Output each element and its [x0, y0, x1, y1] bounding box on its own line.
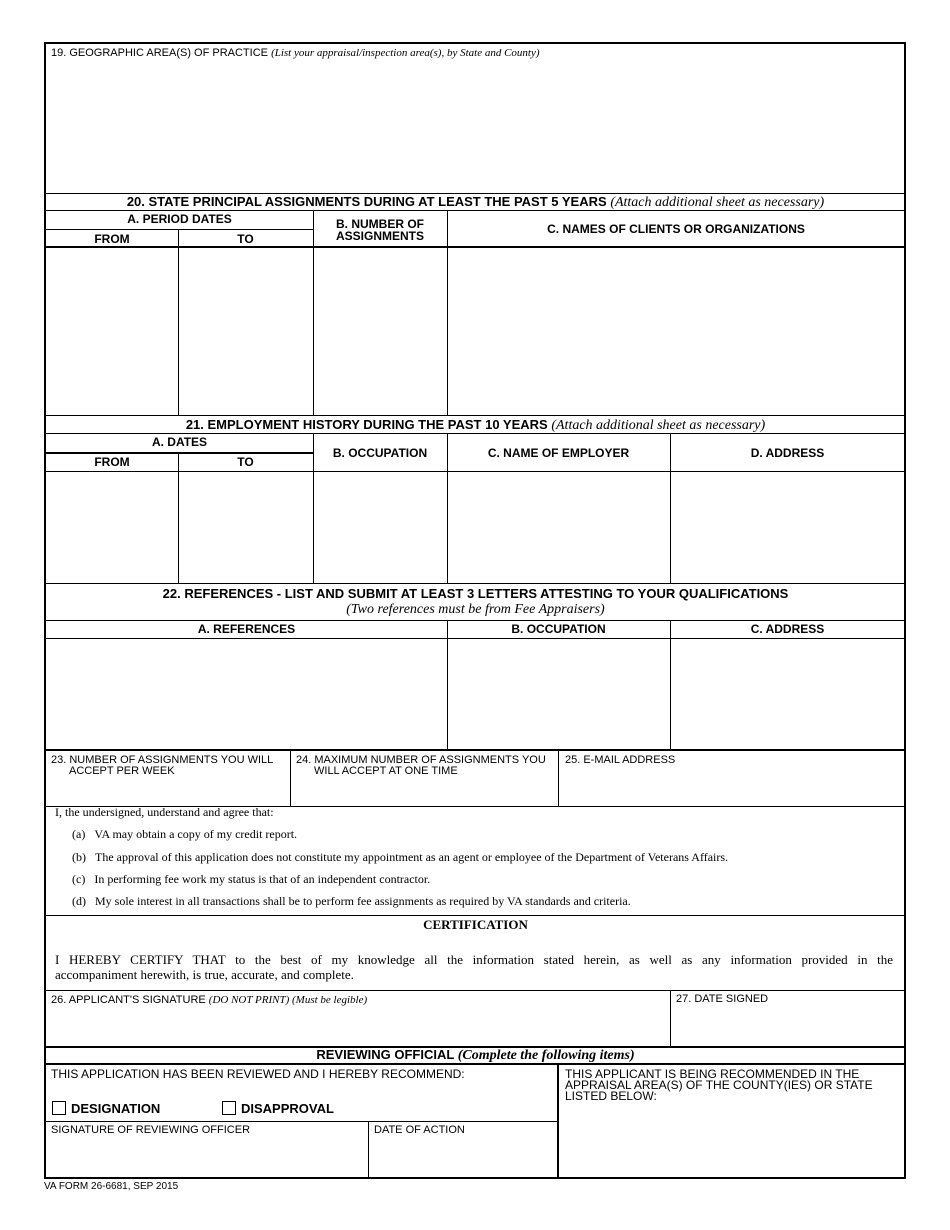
- divider-21-top: [46, 415, 905, 416]
- email-field[interactable]: [559, 770, 904, 805]
- field-22-occupation[interactable]: [448, 640, 670, 749]
- divider-20-period-sub: [46, 229, 313, 230]
- col-21-dates: A. DATES: [151, 435, 208, 449]
- col-20-number-assignments: B. NUMBER OF ASSIGNMENTS: [335, 217, 424, 243]
- geographic-area-field[interactable]: [46, 62, 904, 192]
- section-22-note: (Two references must be from Fee Appraisers): [346, 602, 605, 617]
- assignments-per-week-field[interactable]: [46, 778, 290, 805]
- date-of-action-label: DATE OF ACTION: [374, 1124, 465, 1136]
- geographic-area-label: 19. GEOGRAPHIC AREA(S) OF PRACTICE (List your appraisal/inspection area(s), by State and County): [51, 47, 540, 59]
- field-21-from[interactable]: [46, 472, 178, 582]
- divider-21-dates-sub: [46, 452, 313, 454]
- field-20-number[interactable]: [314, 248, 447, 414]
- divider-22-header-bottom: [46, 638, 905, 639]
- agreement-item-a: (a) VA may obtain a copy of my credit report.: [72, 827, 298, 841]
- agreement-item-b: (b) The approval of this application does not constitute my appointment as an agent or employee of the Department of Veterans Affairs.: [72, 850, 729, 864]
- date-signed-field[interactable]: [671, 1010, 904, 1046]
- section-21-note: (Attach additional sheet as necessary): [551, 418, 766, 433]
- field-20-clients[interactable]: [448, 248, 904, 414]
- divider-20-header-top: [46, 210, 905, 211]
- col-20-to: TO: [237, 232, 254, 246]
- divider-21-header-top: [46, 433, 905, 434]
- field-21-employer[interactable]: [448, 472, 670, 582]
- field-22-address[interactable]: [671, 640, 904, 749]
- max-assignments-label: 24. MAXIMUM NUMBER OF ASSIGNMENTS YOU WILL ACCEPT AT ONE TIME: [296, 754, 546, 777]
- applicant-signature-field[interactable]: [46, 1010, 670, 1046]
- divider-certification-top: [46, 915, 905, 916]
- divider-22-header-top: [46, 620, 905, 621]
- form-id: VA FORM 26-6681, SEP 2015: [44, 1181, 179, 1192]
- agreement-item-d: (d) My sole interest in all transactions shall be to perform fee assignments as required by VA standards and criteria.: [72, 894, 631, 908]
- field-22-references[interactable]: [46, 640, 447, 749]
- col-22-occupation: B. OCCUPATION: [511, 622, 606, 636]
- certification-line-1: I HEREBY CERTIFY THAT to the best of my knowledge all the information stated herein, as well as any information provided in the: [55, 952, 893, 967]
- divider-reviewing-header-bottom: [46, 1063, 905, 1065]
- col-20-period-dates: A. PERIOD DATES: [127, 212, 232, 226]
- disapproval-checkbox[interactable]: [222, 1101, 236, 1115]
- date-of-action-field[interactable]: [369, 1140, 557, 1177]
- field-21-to[interactable]: [179, 472, 313, 582]
- assignments-per-week-label: 23. NUMBER OF ASSIGNMENTS YOU WILL ACCEPT PER WEEK: [51, 754, 274, 777]
- recommended-area-field[interactable]: [560, 1106, 904, 1177]
- reviewing-note: (Complete the following items): [457, 1048, 635, 1063]
- col-22-references: A. REFERENCES: [197, 622, 296, 636]
- col-21-employer: C. NAME OF EMPLOYER: [487, 446, 630, 460]
- certification-title: CERTIFICATION: [423, 917, 528, 932]
- divider-reviewer-signature-top: [46, 1121, 558, 1122]
- section-20-title: 20. STATE PRINCIPAL ASSIGNMENTS DURING AT LEAST THE PAST 5 YEARS (Attach additional sheet as necessary): [126, 194, 825, 210]
- col-21-from: FROM: [94, 455, 130, 469]
- col-22-address: C. ADDRESS: [750, 622, 825, 636]
- col-21-to: TO: [237, 455, 254, 469]
- field-20-to[interactable]: [179, 248, 313, 414]
- recommended-area-label: THIS APPLICANT IS BEING RECOMMENDED IN THE APPRAISAL AREA(S) OF THE COUNTY(IES) OR STATE LISTED BELOW:: [565, 1067, 873, 1103]
- applicant-signature-label: 26. APPLICANT'S SIGNATURE (DO NOT PRINT) (Must be legible): [51, 994, 368, 1006]
- section-20-note: (Attach additional sheet as necessary): [610, 195, 825, 210]
- field-21-address[interactable]: [671, 472, 904, 582]
- certification-line-2: accompaniment herewith, is true, accurate, and complete.: [55, 967, 354, 982]
- recommend-label: THIS APPLICATION HAS BEEN REVIEWED AND I HEREBY RECOMMEND:: [51, 1067, 465, 1081]
- divider-signature-top: [46, 990, 905, 991]
- date-signed-label: 27. DATE SIGNED: [676, 993, 769, 1005]
- applicant-signature-note: (DO NOT PRINT) (Must be legible): [208, 994, 368, 1006]
- disapproval-label: DISAPPROVAL: [241, 1101, 334, 1116]
- reviewer-signature-label: SIGNATURE OF REVIEWING OFFICER: [51, 1124, 251, 1136]
- max-assignments-field[interactable]: [291, 778, 558, 805]
- designation-label: DESIGNATION: [71, 1101, 161, 1116]
- field-21-occupation[interactable]: [314, 472, 447, 582]
- divider-22-top: [46, 583, 905, 584]
- email-label: 25. E-MAIL ADDRESS: [565, 754, 676, 766]
- col-21-occupation: B. OCCUPATION: [332, 446, 428, 460]
- col-20-client-names: C. NAMES OF CLIENTS OR ORGANIZATIONS: [547, 222, 805, 236]
- reviewer-signature-field[interactable]: [46, 1140, 368, 1177]
- section-21-title: 21. EMPLOYMENT HISTORY DURING THE PAST 10 YEARS (Attach additional sheet as necessary): [185, 417, 766, 433]
- field-20-from[interactable]: [46, 248, 178, 414]
- reviewing-title: REVIEWING OFFICIAL (Complete the following items): [316, 1047, 635, 1063]
- col-21-address: D. ADDRESS: [750, 446, 825, 460]
- geographic-area-note: (List your appraisal/inspection area(s), by State and County): [271, 47, 540, 59]
- agreement-item-c: (c) In performing fee work my status is that of an independent contractor.: [72, 872, 431, 886]
- agreement-intro: I, the undersigned, understand and agree that:: [55, 805, 274, 819]
- col-20-from: FROM: [94, 232, 130, 246]
- section-22-title: 22. REFERENCES - LIST AND SUBMIT AT LEAST 3 LETTERS ATTESTING TO YOUR QUALIFICATIONS: [162, 586, 789, 601]
- designation-checkbox[interactable]: [52, 1101, 66, 1115]
- divider-23-top: [46, 749, 905, 751]
